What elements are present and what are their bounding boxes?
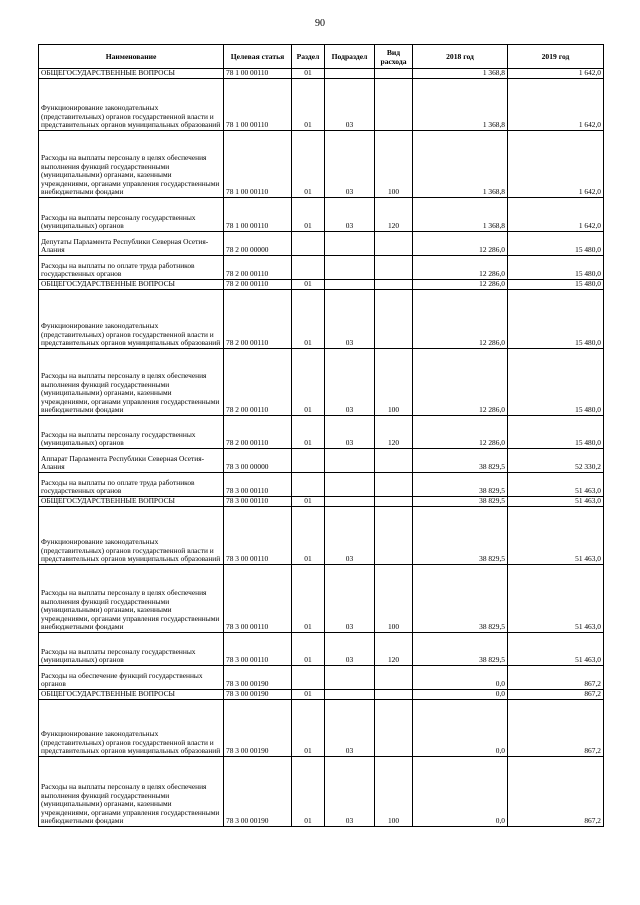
row-subsection-cell: 03 (325, 416, 375, 449)
table-row (39, 565, 604, 633)
header-2018: 2018 год (413, 45, 508, 69)
table-row (39, 280, 604, 290)
row-target-cell: 78 3 00 00190 (224, 700, 292, 757)
table-row (39, 700, 604, 757)
header-name: Наименование (39, 45, 224, 69)
row-type-cell (375, 280, 413, 290)
row-name-cell: Расходы на выплаты персоналу государственных (муниципальных) органов (39, 633, 224, 666)
row-2018-cell: 38 829,5 (413, 449, 508, 473)
table-row (39, 131, 604, 198)
row-2018-cell: 12 286,0 (413, 256, 508, 280)
row-2019-cell: 1 642,0 (508, 69, 604, 79)
row-target-cell: 78 1 00 00110 (224, 79, 292, 131)
row-subsection-cell: 03 (325, 757, 375, 827)
table-body (39, 69, 604, 827)
row-section-cell (292, 232, 325, 256)
row-2018-cell: 12 286,0 (413, 416, 508, 449)
row-subsection-cell: 03 (325, 349, 375, 416)
row-2019-cell: 15 480,0 (508, 232, 604, 256)
row-subsection-cell (325, 497, 375, 507)
row-type-cell (375, 256, 413, 280)
row-target-cell: 78 2 00 00000 (224, 232, 292, 256)
row-type-cell (375, 507, 413, 565)
row-target-cell: 78 3 00 00110 (224, 507, 292, 565)
row-subsection-cell (325, 280, 375, 290)
row-2019-cell: 15 480,0 (508, 290, 604, 349)
row-type-cell (375, 666, 413, 690)
row-name-cell: Расходы на выплаты персоналу в целях обеспечения выполнения функций государственными (муниципальными) органами, казенными учреждениями, органами управления государственными внебюджетными фондами (39, 565, 224, 633)
row-2019-cell: 51 463,0 (508, 497, 604, 507)
row-2018-cell: 12 286,0 (413, 280, 508, 290)
row-section-cell: 01 (292, 131, 325, 198)
table-row (39, 79, 604, 131)
row-section-cell: 01 (292, 497, 325, 507)
row-target-cell: 78 2 00 00110 (224, 416, 292, 449)
row-target-cell: 78 2 00 00110 (224, 290, 292, 349)
row-2018-cell: 38 829,5 (413, 497, 508, 507)
row-2018-cell: 0,0 (413, 690, 508, 700)
row-2018-cell: 0,0 (413, 757, 508, 827)
table-row (39, 497, 604, 507)
row-2019-cell: 867,2 (508, 666, 604, 690)
row-target-cell: 78 3 00 00110 (224, 473, 292, 497)
row-section-cell: 01 (292, 290, 325, 349)
row-type-cell: 100 (375, 349, 413, 416)
row-type-cell (375, 473, 413, 497)
row-2019-cell: 51 463,0 (508, 473, 604, 497)
header-expense-type: Вид расхода (375, 45, 413, 69)
row-target-cell: 78 3 00 00110 (224, 497, 292, 507)
row-2018-cell: 0,0 (413, 700, 508, 757)
row-type-cell (375, 232, 413, 256)
row-name-cell: Расходы на выплаты по оплате труда работников государственных органов (39, 473, 224, 497)
row-type-cell (375, 690, 413, 700)
row-2018-cell: 1 368,8 (413, 79, 508, 131)
row-subsection-cell: 03 (325, 565, 375, 633)
row-type-cell (375, 497, 413, 507)
row-subsection-cell (325, 690, 375, 700)
row-subsection-cell: 03 (325, 79, 375, 131)
row-name-cell: ОБЩЕГОСУДАРСТВЕННЫЕ ВОПРОСЫ (39, 690, 224, 700)
row-target-cell: 78 2 00 00110 (224, 280, 292, 290)
row-2019-cell: 51 463,0 (508, 633, 604, 666)
row-section-cell: 01 (292, 416, 325, 449)
table-row (39, 232, 604, 256)
row-type-cell: 100 (375, 565, 413, 633)
header-2019: 2019 год (508, 45, 604, 69)
row-2019-cell: 1 642,0 (508, 198, 604, 232)
row-name-cell: Функционирование законодательных (представительных) органов государственной власти и представительных органов муниципальных образований (39, 507, 224, 565)
row-name-cell: Расходы на выплаты персоналу государственных (муниципальных) органов (39, 198, 224, 232)
row-subsection-cell (325, 473, 375, 497)
row-target-cell: 78 1 00 00110 (224, 131, 292, 198)
row-name-cell: Расходы на выплаты персоналу в целях обеспечения выполнения функций государственными (муниципальными) органами, казенными учреждениями, органами управления государственными внебюджетными фондами (39, 131, 224, 198)
row-2019-cell: 52 330,2 (508, 449, 604, 473)
row-section-cell (292, 256, 325, 280)
row-2019-cell: 1 642,0 (508, 131, 604, 198)
row-target-cell: 78 3 00 00190 (224, 690, 292, 700)
row-target-cell: 78 3 00 00190 (224, 666, 292, 690)
header-target: Целевая статья (224, 45, 292, 69)
row-subsection-cell (325, 256, 375, 280)
row-subsection-cell: 03 (325, 633, 375, 666)
row-type-cell (375, 69, 413, 79)
row-2019-cell: 867,2 (508, 700, 604, 757)
row-2018-cell: 38 829,5 (413, 507, 508, 565)
row-2019-cell: 15 480,0 (508, 280, 604, 290)
row-section-cell: 01 (292, 633, 325, 666)
row-2019-cell: 51 463,0 (508, 507, 604, 565)
row-section-cell: 01 (292, 565, 325, 633)
row-2018-cell: 0,0 (413, 666, 508, 690)
row-2019-cell: 51 463,0 (508, 565, 604, 633)
row-section-cell (292, 449, 325, 473)
row-2018-cell: 1 368,8 (413, 69, 508, 79)
row-2019-cell: 867,2 (508, 757, 604, 827)
row-target-cell: 78 1 00 00110 (224, 69, 292, 79)
table-row (39, 666, 604, 690)
row-name-cell: Аппарат Парламента Республики Северная Осетия-Алания (39, 449, 224, 473)
page-number: 90 (315, 18, 325, 29)
header-subsection: Подраздел (325, 45, 375, 69)
row-subsection-cell: 03 (325, 131, 375, 198)
row-section-cell: 01 (292, 690, 325, 700)
row-2019-cell: 15 480,0 (508, 416, 604, 449)
row-subsection-cell: 03 (325, 700, 375, 757)
row-type-cell (375, 449, 413, 473)
table-row (39, 290, 604, 349)
row-target-cell: 78 2 00 00110 (224, 349, 292, 416)
budget-table (38, 44, 604, 827)
row-2018-cell: 1 368,8 (413, 131, 508, 198)
row-target-cell: 78 1 00 00110 (224, 198, 292, 232)
header-section: Раздел (292, 45, 325, 69)
row-section-cell: 01 (292, 349, 325, 416)
table-row (39, 69, 604, 79)
row-2018-cell: 12 286,0 (413, 232, 508, 256)
row-subsection-cell: 03 (325, 198, 375, 232)
row-section-cell (292, 666, 325, 690)
row-2018-cell: 38 829,5 (413, 633, 508, 666)
row-subsection-cell (325, 232, 375, 256)
row-type-cell (375, 700, 413, 757)
row-2019-cell: 15 480,0 (508, 256, 604, 280)
table-row (39, 416, 604, 449)
row-name-cell: Расходы на обеспечение функций государственных органов (39, 666, 224, 690)
table-row (39, 198, 604, 232)
row-subsection-cell: 03 (325, 290, 375, 349)
row-2019-cell: 1 642,0 (508, 79, 604, 131)
row-section-cell: 01 (292, 198, 325, 232)
table-row (39, 349, 604, 416)
table-row (39, 507, 604, 565)
row-section-cell (292, 473, 325, 497)
row-2019-cell: 15 480,0 (508, 349, 604, 416)
row-name-cell: Функционирование законодательных (представительных) органов государственной власти и представительных органов муниципальных образований (39, 79, 224, 131)
row-target-cell: 78 3 00 00190 (224, 757, 292, 827)
row-type-cell (375, 290, 413, 349)
row-target-cell: 78 3 00 00000 (224, 449, 292, 473)
row-subsection-cell: 03 (325, 507, 375, 565)
row-target-cell: 78 2 00 00110 (224, 256, 292, 280)
row-2018-cell: 12 286,0 (413, 290, 508, 349)
row-2018-cell: 1 368,8 (413, 198, 508, 232)
row-name-cell: ОБЩЕГОСУДАРСТВЕННЫЕ ВОПРОСЫ (39, 497, 224, 507)
row-type-cell (375, 79, 413, 131)
row-section-cell: 01 (292, 757, 325, 827)
row-name-cell: ОБЩЕГОСУДАРСТВЕННЫЕ ВОПРОСЫ (39, 280, 224, 290)
table-row (39, 633, 604, 666)
row-target-cell: 78 3 00 00110 (224, 565, 292, 633)
row-type-cell: 100 (375, 757, 413, 827)
row-section-cell: 01 (292, 79, 325, 131)
table-row (39, 473, 604, 497)
row-2018-cell: 38 829,5 (413, 473, 508, 497)
row-type-cell: 120 (375, 633, 413, 666)
row-name-cell: Расходы на выплаты персоналу в целях обеспечения выполнения функций государственными (муниципальными) органами, казенными учреждениями, органами управления государственными внебюджетными фондами (39, 349, 224, 416)
table-header-row (39, 45, 604, 69)
row-name-cell: Депутаты Парламента Республики Северная Осетия-Алания (39, 232, 224, 256)
row-section-cell: 01 (292, 280, 325, 290)
row-2018-cell: 38 829,5 (413, 565, 508, 633)
row-subsection-cell (325, 666, 375, 690)
row-name-cell: Расходы на выплаты персоналу государственных (муниципальных) органов (39, 416, 224, 449)
row-2018-cell: 12 286,0 (413, 349, 508, 416)
row-section-cell: 01 (292, 507, 325, 565)
row-type-cell: 100 (375, 131, 413, 198)
row-type-cell: 120 (375, 416, 413, 449)
table-row (39, 690, 604, 700)
row-subsection-cell (325, 449, 375, 473)
row-type-cell: 120 (375, 198, 413, 232)
row-name-cell: Расходы на выплаты по оплате труда работников государственных органов (39, 256, 224, 280)
table-row (39, 449, 604, 473)
row-name-cell: Функционирование законодательных (представительных) органов государственной власти и представительных органов муниципальных образований (39, 290, 224, 349)
row-section-cell: 01 (292, 700, 325, 757)
row-section-cell: 01 (292, 69, 325, 79)
row-name-cell: Функционирование законодательных (представительных) органов государственной власти и представительных органов муниципальных образований (39, 700, 224, 757)
row-name-cell: Расходы на выплаты персоналу в целях обеспечения выполнения функций государственными (муниципальными) органами, казенными учреждениями, органами управления государственными внебюджетными фондами (39, 757, 224, 827)
row-name-cell: ОБЩЕГОСУДАРСТВЕННЫЕ ВОПРОСЫ (39, 69, 224, 79)
row-target-cell: 78 3 00 00110 (224, 633, 292, 666)
row-2019-cell: 867,2 (508, 690, 604, 700)
table-row (39, 757, 604, 827)
table-row (39, 256, 604, 280)
row-subsection-cell (325, 69, 375, 79)
